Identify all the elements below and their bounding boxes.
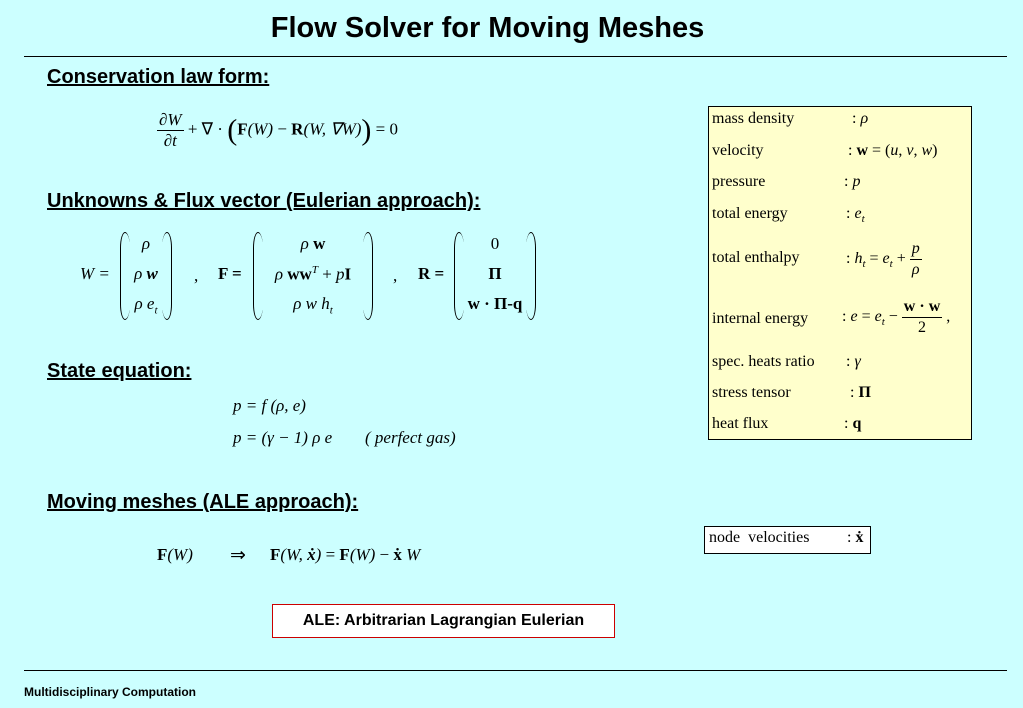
vector-entry: ρ w $h_t$: [293, 294, 333, 317]
vector-entry: w · Π-q: [467, 294, 523, 313]
right-bracket: [526, 232, 536, 320]
perfect-gas-note: ( perfect gas): [365, 428, 456, 447]
page-title: Flow Solver for Moving Meshes: [270, 12, 705, 44]
right-paren: ): [361, 113, 372, 147]
top-divider: [24, 56, 1007, 57]
def-value: : γ: [846, 353, 861, 370]
left-bracket: [454, 232, 464, 320]
kinetic-fraction: $\frac{w \cdot w}{2}$: [903, 298, 941, 336]
section-state-heading: State equation:: [47, 360, 192, 382]
node-velocities-label: node velocities: [709, 529, 810, 546]
bottom-divider: [24, 670, 1007, 671]
partial-derivative: [157, 110, 184, 151]
W-label: W =: [80, 264, 110, 283]
def-value: : $e = e_t$ − $\frac{w \cdot w}{2}$ ,: [842, 298, 951, 336]
state-equation-perfect-gas: p = (γ − 1) ρ e: [233, 428, 333, 447]
frac-denominator: ∂t: [163, 131, 177, 150]
def-name: stress tensor: [712, 384, 791, 401]
right-bracket: [363, 232, 373, 320]
def-name: heat flux: [712, 415, 769, 432]
flux-symbol: F: [237, 119, 248, 139]
frac-numerator: ∂W: [159, 110, 182, 129]
separator-comma: ,: [194, 266, 199, 285]
left-bracket: [253, 232, 263, 320]
definitions-table: [708, 106, 972, 440]
def-name: total energy: [712, 205, 788, 222]
left-bracket: [120, 232, 130, 320]
def-value: : Π: [850, 384, 871, 401]
vector-entry: ρ w: [134, 264, 158, 283]
def-name: internal energy: [712, 310, 809, 327]
def-name: velocity: [712, 142, 764, 159]
vector-entry: ρ w: [300, 234, 326, 253]
minus-sign: −: [273, 119, 292, 139]
R-vector: [454, 232, 536, 320]
vector-entry: Π: [488, 264, 502, 283]
def-name: spec. heats ratio: [712, 353, 815, 370]
residual-symbol: R: [291, 119, 304, 139]
def-value: : $e_t$: [846, 205, 865, 226]
def-value: : p: [844, 173, 861, 190]
ale-flux-lhs: F(W): [157, 545, 193, 564]
state-equation-general: p = f (ρ, e): [233, 396, 306, 415]
vector-entry: ρ: [141, 234, 151, 253]
vector-entry: ρ $e_t$: [134, 294, 158, 317]
ale-flux-rhs: F(W, ẋ) = F(W) − ẋ W: [270, 545, 421, 564]
def-value: : w = (u, v, w): [848, 142, 938, 159]
implies-arrow: ⇒: [230, 545, 246, 566]
footer-label: Multidisciplinary Computation: [24, 685, 197, 699]
R-label: R =: [418, 264, 445, 283]
vector-entry: 0: [490, 234, 500, 253]
separator-comma: ,: [393, 266, 398, 285]
def-value: : ρ: [852, 110, 869, 127]
section-conservation-heading: Conservation law form:: [47, 66, 270, 88]
residual-arg: (W, ∇W): [303, 119, 362, 139]
section-unknowns-heading: Unknowns & Flux vector (Eulerian approach):: [47, 190, 481, 212]
equals-zero: = 0: [371, 119, 398, 139]
conservation-equation: [157, 110, 398, 151]
section-moving-heading: Moving meshes (ALE approach):: [47, 491, 359, 513]
left-paren: (: [227, 113, 238, 147]
F-label: F =: [218, 264, 242, 283]
def-value: : $h_t = e_t$ + $\frac{p}{\rho}$: [846, 240, 920, 278]
node-velocities-box: [704, 526, 871, 554]
def-name: total enthalpy: [712, 249, 800, 266]
ale-note: ALE: Arbitrarian Lagrangian Eulerian: [272, 604, 615, 638]
node-velocities-value: : ẋ: [847, 529, 864, 546]
def-value: : q: [844, 415, 862, 432]
enthalpy-fraction: $\frac{p}{\rho}$: [911, 240, 920, 278]
def-name: pressure: [712, 173, 766, 190]
W-vector: [120, 232, 172, 320]
def-name: mass density: [712, 110, 795, 127]
F-vector: [253, 232, 373, 320]
flux-arg: (W): [247, 119, 274, 139]
vector-entry: ρ $ww^T$ + pI: [274, 264, 352, 284]
right-bracket: [162, 232, 172, 320]
plus-divergence: + ∇ ·: [183, 119, 228, 139]
